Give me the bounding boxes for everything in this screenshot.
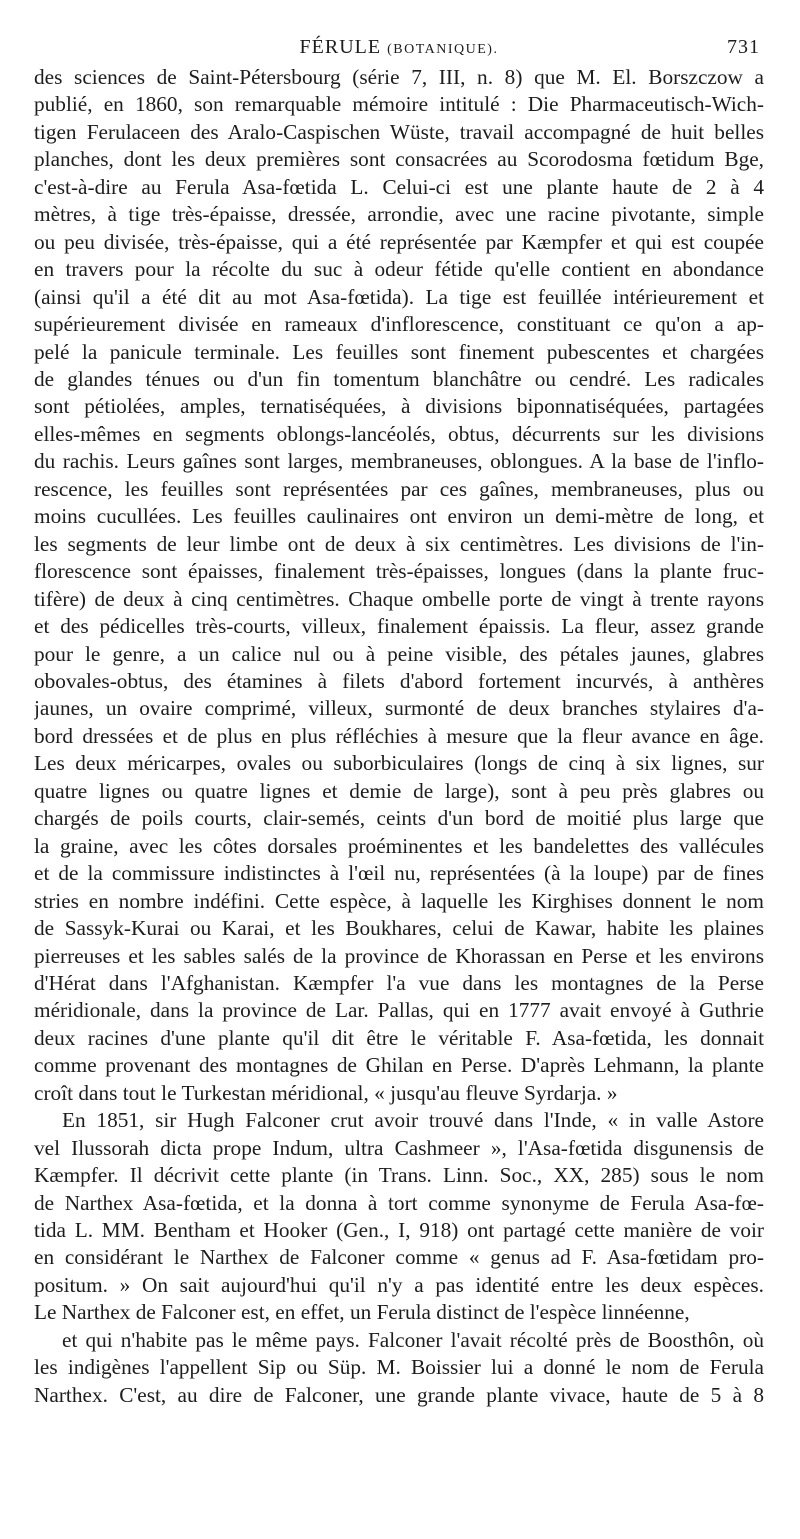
text-line: pelé la panicule terminale. Les feuilles sont finement pubescentes et chargées [34, 339, 764, 364]
text-line: et qui n'habite pas le même pays. Falconer l'avait récolté près de Boosthôn, où [62, 1327, 764, 1352]
text-line: tigen Ferulaceen des Aralo-Caspischen Wüste, travail accompagné de huit belles [34, 119, 764, 144]
text-line: obovales-obtus, des étamines à filets d'abord fortement incurvés, à anthères [34, 668, 764, 693]
text-line: d'Hérat dans l'Afghanistan. Kæmpfer l'a vue dans les montagnes de la Perse [34, 970, 764, 995]
text-line: Kæmpfer. Il décrivit cette plante (in Trans. Linn. Soc., XX, 285) sous le nom [34, 1163, 764, 1188]
text-line: planches, dont les deux premières sont consacrées au Scorodosma fœtidum Bge, [34, 147, 764, 172]
text-line: positum. » On sait aujourd'hui qu'il n'y a pas identité entre les deux espèces. [34, 1272, 764, 1297]
text-line: chargés de poils courts, clair-semés, ceints d'un bord de moitié plus large que [34, 806, 764, 831]
text-line: de Narthex Asa-fœtida, et la donna à tort comme synonyme de Ferula Asa-fœ- [34, 1190, 764, 1215]
text-line: bord dressées et de plus en plus réfléchies à mesure que la fleur avance en âge. [34, 723, 764, 748]
text-line: tida L. MM. Bentham et Hooker (Gen., I, 918) ont partagé cette manière de voir [34, 1218, 764, 1243]
text-line: vel Ilussorah dicta prope Indum, ultra Cashmeer », l'Asa-fœtida disgunensis de [34, 1135, 764, 1160]
text-line: comme provenant des montagnes de Ghilan en Perse. D'après Lehmann, la plante [34, 1053, 764, 1078]
text-line: Narthex. C'est, au dire de Falconer, une grande plante vivace, haute de 5 à 8 [34, 1382, 764, 1407]
text-line: Les deux méricarpes, ovales ou suborbiculaires (longs de cinq à six lignes, sur [34, 751, 764, 776]
text-line: tifère) de deux à cinq centimètres. Chaque ombelle porte de vingt à trente rayons [34, 586, 764, 611]
text-line: de glandes ténues ou d'un fin tomentum blanchâtre ou cendré. Les radicales [34, 366, 764, 391]
text-line: ou peu divisée, très-épaisse, qui a été représentée par Kæmpfer et qui est coupée [34, 229, 764, 254]
text-line: et de la commissure indistinctes à l'œil nu, représentées (à la loupe) par de fines [34, 861, 764, 886]
text-line: du rachis. Leurs gaînes sont larges, membraneuses, oblongues. A la base de l'inflo- [34, 449, 764, 474]
text-line: et des pédicelles très-courts, villeux, finalement épaissis. La fleur, assez grande [34, 614, 764, 639]
text-line: En 1851, sir Hugh Falconer crut avoir trouvé dans l'Inde, « in valle Astore [62, 1108, 764, 1133]
text-line: de Sassyk-Kurai ou Karai, et les Boukhares, celui de Kawar, habite les plaines [34, 916, 764, 941]
text-line: croît dans tout le Turkestan méridional, « jusqu'au fleuve Syrdarja. » [34, 1080, 618, 1105]
text-line: des sciences de Saint-Pétersbourg (série 7, III, n. 8) que M. El. Borszczow a [34, 65, 764, 89]
text-line: pierreuses et les sables salés de la province de Khorassan en Perse et les environs [34, 943, 764, 968]
text-line: méridionale, dans la province de Lar. Pallas, qui en 1777 avait envoyé à Guthrie [34, 998, 764, 1023]
text-line: rescence, les feuilles sont représentées par ces gaînes, membraneuses, plus ou [34, 476, 764, 501]
text-line: mètres, à tige très-épaisse, dressée, arrondie, avec une racine pivotante, simple [34, 202, 764, 227]
text-line: en considérant le Narthex de Falconer comme « genus ad F. Asa-fœtidam pro- [34, 1245, 764, 1270]
text-line: stries en nombre indéfini. Cette espèce, à laquelle les Kirghises donnent le nom [34, 888, 764, 913]
text-line: c'est-à-dire au Ferula Asa-fœtida L. Celui-ci est une plante haute de 2 à 4 [34, 174, 764, 199]
title-subtitle: (BOTANIQUE). [387, 42, 499, 57]
text-line: les segments de leur limbe ont de deux à six centimètres. Les divisions de l'in- [34, 531, 764, 556]
text-line: florescence sont épaisses, finalement très-épaisses, longues (dans la plante fruc- [34, 559, 764, 584]
text-line: sont pétiolées, amples, ternatiséquées, à divisions biponnatiséquées, partagées [34, 394, 764, 419]
text-line: Le Narthex de Falconer est, en effet, un Ferula distinct de l'espèce linnéenne, [34, 1300, 690, 1325]
title-main: FÉRULE [299, 36, 382, 58]
text-line: quatre lignes ou quatre lignes et demie de large), sont à peu près glabres ou [34, 778, 764, 803]
text-line: les indigènes l'appellent Sip ou Süp. M. Boissier lui a donné le nom de Ferula [34, 1355, 764, 1380]
text-line: la graine, avec les côtes dorsales proéminentes et les bandelettes des vallécules [34, 833, 764, 858]
body-text [34, 64, 764, 1409]
running-head [34, 30, 764, 64]
text-line: (ainsi qu'il a été dit au mot Asa-fœtida). La tige est feuillée intérieurement et [34, 284, 764, 309]
page-title [34, 36, 764, 59]
text-line: publié, en 1860, son remarquable mémoire intitulé : Die Pharmaceutisch-Wich- [34, 92, 764, 117]
text-line: pour le genre, a un calice nul ou à peine visible, des pétales jaunes, glabres [34, 641, 764, 666]
text-line: deux racines d'une plante qu'il dit être le véritable F. Asa-fœtida, les donnait [34, 1025, 764, 1050]
text-line: moins cucullées. Les feuilles caulinaires ont environ un demi-mètre de long, et [34, 504, 764, 529]
page-number: 731 [727, 36, 760, 58]
text-line: en travers pour la récolte du suc à odeur fétide qu'elle contient en abondance [34, 257, 764, 282]
text-line: elles-mêmes en segments oblongs-lancéolés, obtus, décurrents sur les divisions [34, 421, 764, 446]
text-line: supérieurement divisée en rameaux d'inflorescence, constituant ce qu'on a ap- [34, 312, 764, 337]
text-line: jaunes, un ovaire comprimé, villeux, surmonté de deux branches stylaires d'a- [34, 696, 764, 721]
